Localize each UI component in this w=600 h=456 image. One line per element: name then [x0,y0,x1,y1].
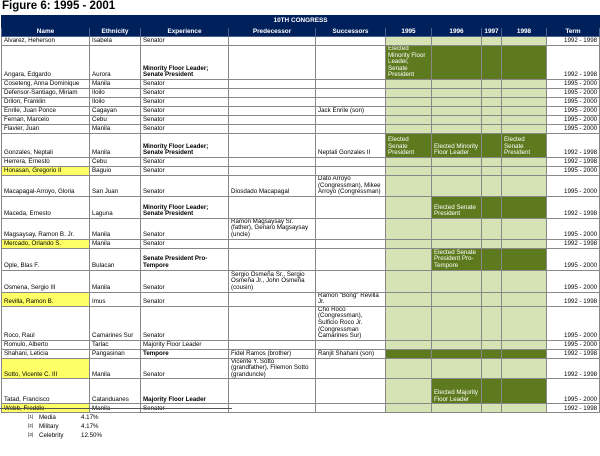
congress-band-row [2,16,600,28]
figure-title: Figure 6: 1995 - 2001 [2,0,116,12]
year-1998-cell [502,196,547,218]
ethnicity-cell: Cagayan [90,106,141,115]
successors-cell [316,124,386,133]
predecessor-cell [229,292,316,306]
year-1996-cell [432,115,482,124]
year-1995-cell [386,175,432,196]
year-1995-cell [386,340,432,349]
ethnicity-cell: Laguna [90,196,141,218]
year-1997-cell [482,349,502,358]
year-1995-cell [386,88,432,97]
ethnicity-cell: Iloilo [90,97,141,106]
year-1995-cell [386,248,432,270]
name-cell: Gonzales, Neptali [2,133,90,157]
term-cell: 1995 - 2000 [547,218,600,239]
successors-cell: Ranjit Shahani (son) [316,349,386,358]
year-1995-cell: Elected Minority Floor Leader, Senate President [386,46,432,80]
ethnicity-cell: Isabela [90,37,141,46]
term-cell: 1992 - 1998 [547,46,600,80]
name-cell: Defensor-Santiago, Miriam [2,88,90,97]
predecessor-cell [229,106,316,115]
year-1997-cell [482,79,502,88]
col-header-successors: Successors [316,28,386,37]
table-row [2,349,600,358]
table-row [2,133,600,157]
year-1996-cell [432,157,482,166]
year-1997-cell [482,166,502,175]
year-1995-cell [386,404,432,413]
ethnicity-cell: Manila [90,358,141,379]
year-1995-cell [386,115,432,124]
footnote-value: 4.17% [81,423,99,430]
table-row [2,46,600,80]
year-1998-cell [502,166,547,175]
year-1997-cell [482,306,502,340]
footnote-label: Military [39,423,59,430]
predecessor-cell: Sergio Osmeña Sr., Sergio Osmeña Jr., John Osmeña (cousin) [229,270,316,292]
year-1995-cell [386,37,432,46]
year-1998-cell [502,97,547,106]
table-row [2,37,600,46]
experience-cell: Senator [141,306,229,340]
table-row [2,270,600,292]
year-1996-cell [432,46,482,80]
term-cell: 1992 - 1998 [547,157,600,166]
year-1995-cell [386,358,432,379]
predecessor-cell [229,133,316,157]
table-row [2,166,600,175]
year-1998-cell [502,358,547,379]
year-1997-cell [482,157,502,166]
name-cell: Sotto, Vicente C. III [2,358,90,379]
year-1997-cell [482,196,502,218]
successors-cell [316,404,386,413]
term-cell: 1992 - 1998 [547,404,600,413]
predecessor-cell [229,404,316,413]
successors-cell: Cho Roco (Congressman), Sulficio Roco Jr. (Congressman Camarines Sur) [316,306,386,340]
successors-cell: Dato Arroyo (Congressman), Mikee Arroyo (Congressman) [316,175,386,196]
successors-cell [316,115,386,124]
predecessor-cell [229,248,316,270]
table-row [2,306,600,340]
year-1996-cell [432,306,482,340]
year-1998-cell: Elected Senate President [502,133,547,157]
year-1997-cell [482,97,502,106]
col-header-1998: 1998 [502,28,547,37]
ethnicity-cell: Cebu [90,115,141,124]
predecessor-cell [229,46,316,80]
ethnicity-cell: Pangasinan [90,349,141,358]
experience-cell: Senator [141,218,229,239]
name-cell: Shahani, Leticia [2,349,90,358]
name-cell: Angara, Edgardo [2,46,90,80]
footnote-item [28,414,99,421]
footnote-value: 4.17% [81,414,99,421]
name-cell: Flavier, Juan [2,124,90,133]
year-1996-cell [432,166,482,175]
year-1998-cell [502,157,547,166]
predecessor-cell: Diosdado Macapagal [229,175,316,196]
term-cell: 1995 - 2000 [547,106,600,115]
table-row [2,115,600,124]
year-1995-cell [386,106,432,115]
ethnicity-cell: Manila [90,124,141,133]
term-cell: 1992 - 1998 [547,37,600,46]
name-cell: Mercado, Orlando S. [2,239,90,248]
table-row [2,106,600,115]
year-1995-cell [386,270,432,292]
predecessor-cell [229,79,316,88]
table-row [2,358,600,379]
name-cell: Alvarez, Heherson [2,37,90,46]
year-1995-cell [386,97,432,106]
successors-cell [316,79,386,88]
year-1998-cell [502,292,547,306]
successors-cell: Ramon "Bong" Revilla Jr. [316,292,386,306]
footnote-label: Media [39,414,56,421]
ethnicity-cell: Baguio [90,166,141,175]
ethnicity-cell: Aurora [90,46,141,80]
predecessor-cell [229,166,316,175]
year-1997-cell [482,124,502,133]
year-1997-cell [482,340,502,349]
name-cell: Herrera, Ernesto [2,157,90,166]
experience-cell: Senator [141,115,229,124]
ethnicity-cell: Manila [90,133,141,157]
name-cell: Coseteng, Anna Dominique [2,79,90,88]
year-1996-cell [432,404,482,413]
footnote-rule [0,408,232,409]
term-cell: 1995 - 2000 [547,175,600,196]
ethnicity-cell: Manila [90,218,141,239]
year-1995-cell [386,239,432,248]
table-row [2,175,600,196]
year-1996-cell [432,124,482,133]
year-1995-cell [386,349,432,358]
name-cell: Romulo, Alberto [2,340,90,349]
term-cell: 1992 - 1998 [547,358,600,379]
year-1997-cell [482,248,502,270]
experience-cell: Senator [141,88,229,97]
name-cell: Revilla, Ramon B. [2,292,90,306]
year-1995-cell [386,306,432,340]
predecessor-cell [229,88,316,97]
predecessor-cell [229,239,316,248]
year-1996-cell [432,175,482,196]
successors-cell [316,196,386,218]
year-1995-cell [386,379,432,404]
name-cell: Drilon, Franklin [2,97,90,106]
ethnicity-cell: Camarines Sur [90,306,141,340]
term-cell: 1995 - 2000 [547,115,600,124]
name-cell: Roco, Raul [2,306,90,340]
successors-cell [316,97,386,106]
table-row [2,97,600,106]
table-row [2,248,600,270]
col-header-term: Term [547,28,600,37]
predecessor-cell [229,157,316,166]
successors-cell [316,358,386,379]
predecessor-cell [229,124,316,133]
year-1998-cell [502,88,547,97]
year-1997-cell [482,239,502,248]
year-1997-cell [482,133,502,157]
year-1996-cell [432,349,482,358]
year-1997-cell [482,404,502,413]
col-header-1997: 1997 [482,28,502,37]
col-header-1996: 1996 [432,28,482,37]
footnote-item [28,423,99,430]
experience-cell: Senator [141,358,229,379]
name-cell: Magsaysay, Ramon B. Jr. [2,218,90,239]
table-row [2,292,600,306]
predecessor-cell: Fidel Ramos (brother) [229,349,316,358]
experience-cell: Tempore [141,349,229,358]
predecessor-cell [229,306,316,340]
table-row [2,239,600,248]
successors-cell [316,46,386,80]
term-cell: 1995 - 2000 [547,340,600,349]
name-cell: Macapagal-Arroyo, Gloria [2,175,90,196]
year-1997-cell [482,106,502,115]
table-row [2,88,600,97]
year-1998-cell [502,379,547,404]
year-1998-cell [502,37,547,46]
name-cell: Tatad, Francisco [2,379,90,404]
experience-cell: Minority Floor Leader; Senate President [141,133,229,157]
footnote-label: Celebrity [39,432,64,439]
successors-cell [316,248,386,270]
year-1997-cell [482,115,502,124]
year-1996-cell: Elected Minority Floor Leader [432,133,482,157]
year-1997-cell [482,292,502,306]
col-header-ethnicity: Ethnicity [90,28,141,37]
name-cell: Osmena, Sergio III [2,270,90,292]
year-1997-cell [482,379,502,404]
term-cell: 1995 - 2000 [547,97,600,106]
predecessor-cell [229,196,316,218]
footnote-item [28,432,102,439]
year-1998-cell [502,46,547,80]
table-row [2,157,600,166]
predecessor-cell [229,97,316,106]
year-1995-cell [386,166,432,175]
year-1995-cell [386,79,432,88]
experience-cell: Minority Floor Leader; Senate President [141,46,229,80]
experience-cell: Senator [141,175,229,196]
name-cell: Enrile, Juan Ponce [2,106,90,115]
name-cell: Maceda, Ernesto [2,196,90,218]
successors-cell: Jack Enrile (son) [316,106,386,115]
year-1996-cell [432,218,482,239]
successors-cell [316,239,386,248]
successors-cell [316,157,386,166]
year-1996-cell [432,270,482,292]
table-row [2,340,600,349]
experience-cell: Senator [141,106,229,115]
experience-cell: Minority Floor Leader; Senate President [141,196,229,218]
year-1996-cell [432,37,482,46]
successors-cell [316,88,386,97]
term-cell: 1992 - 1998 [547,349,600,358]
successors-cell [316,340,386,349]
year-1998-cell [502,115,547,124]
predecessor-cell [229,379,316,404]
year-1997-cell [482,358,502,379]
footnote-number: [2] [28,423,34,428]
footnote-value: 12.50% [81,432,102,439]
year-1998-cell [502,349,547,358]
ethnicity-cell: Manila [90,79,141,88]
ethnicity-cell: Manila [90,270,141,292]
experience-cell: Majority Floor Leader [141,379,229,404]
name-cell: Fernan, Marcelo [2,115,90,124]
col-header-experience: Experience [141,28,229,37]
term-cell: 1995 - 2000 [547,124,600,133]
year-1995-cell [386,218,432,239]
table-row [2,79,600,88]
year-1998-cell [502,218,547,239]
year-1998-cell [502,239,547,248]
table-row [2,379,600,404]
year-1998-cell [502,106,547,115]
experience-cell: Majority Floor Leader [141,340,229,349]
experience-cell: Senate President Pro-Tempore [141,248,229,270]
predecessor-cell: Vicente Y. Sotto (grandfather), Filemon Sotto (granduncle) [229,358,316,379]
year-1998-cell [502,124,547,133]
term-cell: 1995 - 2000 [547,166,600,175]
ethnicity-cell: Bulacan [90,248,141,270]
term-cell: 1995 - 2000 [547,248,600,270]
successors-cell [316,37,386,46]
year-1996-cell: Elected Senate President [432,196,482,218]
experience-cell: Senator [141,97,229,106]
ethnicity-cell: Imus [90,292,141,306]
year-1998-cell [502,175,547,196]
ethnicity-cell: Tarlac [90,340,141,349]
table-row [2,124,600,133]
term-cell: 1992 - 1998 [547,133,600,157]
predecessor-cell [229,340,316,349]
term-cell: 1992 - 1998 [547,292,600,306]
year-1998-cell [502,270,547,292]
successors-cell: Neptali Gonzales II [316,133,386,157]
year-1995-cell: Elected Senate President [386,133,432,157]
year-1996-cell [432,79,482,88]
experience-cell: Senator [141,37,229,46]
experience-cell: Senator [141,292,229,306]
experience-cell: Senator [141,79,229,88]
term-cell: 1995 - 2000 [547,306,600,340]
experience-cell: Senator [141,270,229,292]
experience-cell: Senator [141,166,229,175]
successors-cell [316,270,386,292]
table-row [2,196,600,218]
year-1995-cell [386,196,432,218]
experience-cell: Senator [141,157,229,166]
predecessor-cell [229,37,316,46]
year-1997-cell [482,37,502,46]
col-header-1995: 1995 [386,28,432,37]
successors-cell [316,379,386,404]
ethnicity-cell: Cebu [90,157,141,166]
year-1995-cell [386,157,432,166]
year-1997-cell [482,218,502,239]
year-1995-cell [386,292,432,306]
ethnicity-cell: Catanduanes [90,379,141,404]
predecessor-cell: Ramon Magsaysay Sr. (father), Genaro Magsaysay (uncle) [229,218,316,239]
year-1998-cell [502,340,547,349]
table-row [2,218,600,239]
year-1995-cell [386,124,432,133]
term-cell: 1992 - 1998 [547,196,600,218]
footnote-number: [3] [28,432,34,437]
term-cell: 1995 - 2000 [547,88,600,97]
ethnicity-cell: Manila [90,239,141,248]
year-1996-cell: Elected Senate President Pro-Tempore [432,248,482,270]
ethnicity-cell: San Juan [90,175,141,196]
year-1998-cell [502,306,547,340]
year-1996-cell [432,106,482,115]
term-cell: 1992 - 1998 [547,239,600,248]
year-1996-cell [432,88,482,97]
year-1997-cell [482,270,502,292]
year-1997-cell [482,175,502,196]
successors-cell [316,166,386,175]
experience-cell: Senator [141,124,229,133]
year-1997-cell [482,46,502,80]
year-1996-cell [432,340,482,349]
year-1998-cell [502,404,547,413]
term-cell: 1995 - 2000 [547,79,600,88]
col-header-predecessor: Predecessor [229,28,316,37]
congress-table [1,15,600,413]
year-1996-cell: Elected Majority Floor Leader [432,379,482,404]
term-cell: 1995 - 2000 [547,379,600,404]
year-1998-cell [502,79,547,88]
congress-band: 10TH CONGRESS [2,16,600,28]
successors-cell [316,218,386,239]
name-cell: Honasan, Gregorio II [2,166,90,175]
year-1997-cell [482,88,502,97]
predecessor-cell [229,115,316,124]
experience-cell: Senator [141,239,229,248]
col-header-name: Name [2,28,90,37]
footnote-number: [1] [28,414,34,419]
year-1998-cell [502,248,547,270]
column-header-row [2,28,600,37]
year-1996-cell [432,239,482,248]
term-cell: 1995 - 2000 [547,270,600,292]
year-1996-cell [432,358,482,379]
year-1996-cell [432,97,482,106]
year-1996-cell [432,292,482,306]
name-cell: Ople, Blas F. [2,248,90,270]
ethnicity-cell: Iloilo [90,88,141,97]
